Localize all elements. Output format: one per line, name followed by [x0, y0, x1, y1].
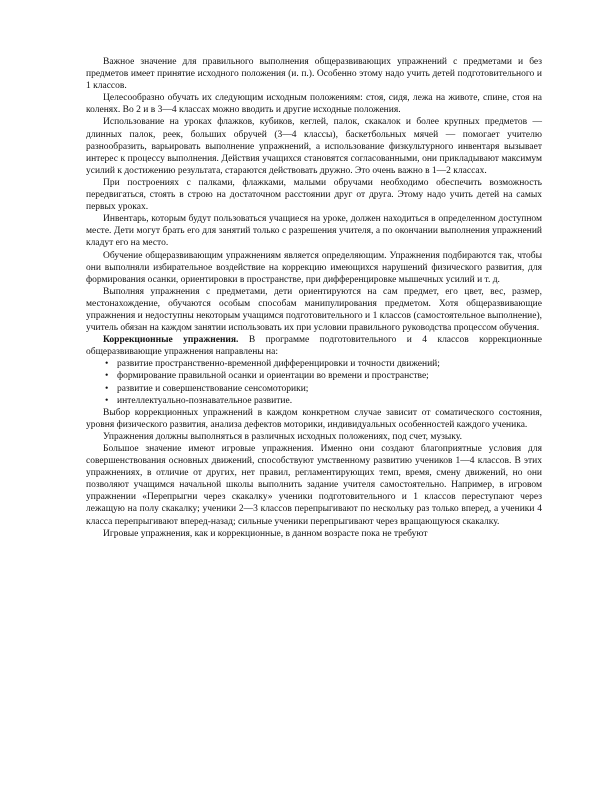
- paragraph-positions-count: Упражнения должны выполняться в различных исходных положениях, под счет, музыку.: [103, 431, 462, 442]
- correction-list: [86, 358, 542, 406]
- paragraph-game-correction: Игровые упражнения, как и коррекционные, в данном возрасте пока не требуют: [103, 528, 428, 539]
- list-item: • развитие пространственно-временной дифференцировки и точности движений;: [103, 358, 542, 370]
- correction-heading: Коррекционные упражнения.: [103, 335, 239, 346]
- paragraph-correction: [86, 334, 542, 358]
- paragraph-equipment-use: Использование на уроках флажков, кубиков, кеглей, палок, скакалок и более крупных предметов — длинных палок, реек, больших обручей (3—4 классы), баскетбольных мячей — помогает учителю разнообразить, варьировать выполнение упражнений, а использование физкультурного инвентаря вызывает интерес к процессу выполнения. Действия учащихся становятся согласованными, они прикладывают максимум усилий к достижению результата, стараются действовать дружно. Это очень важно в 1—2 классах.: [86, 117, 542, 176]
- paragraph-initial-position: Важное значение для правильного выполнения общеразвивающих упражнений с предметами и без предметов имеет принятие исходного положения (и. п.). Особенно этому надо учить детей подготовительного и 1 классов.: [86, 57, 542, 92]
- document-body: [86, 56, 542, 540]
- correction-intro: В программе подготовительного и 4 классов коррекционные общеразвивающие упражнения направлены на:: [86, 335, 543, 358]
- paragraph-positions: Целесообразно обучать их следующим исходным положениям: стоя, сидя, лежа на животе, спине, стоя на коленях. Во 2 и в 3—4 классах можно вводить и другие исходные положения.: [86, 93, 542, 116]
- paragraph-game-exercises: Большое значение имеют игровые упражнения. Именно они создают благоприятные условия для совершенствования основных движений, способствуют умственному развитию учеников 1—4 классов. В этих упражнениях, в отличие от других, нет правил, регламентирующих темп, время, смену движений, но они позволяют учащимся начальной школы выполнить задание учителя самостоятельно. Например, в игровом упражнении «Перепрыгни через скакалку» ученики подготовительного и 1 классов переступают через лежащую на полу скакалку; ученики 2—3 классов перепрыгивают по нескольку раз только вперед, а ученики 4 класса перепрыгивают вперед-назад; сильные ученики перепрыгивают через вращающуюся скакалку.: [86, 444, 542, 527]
- paragraph-choice: Выбор коррекционных упражнений в каждом конкретном случае зависит от соматического состояния, уровня физического развития, анализа дефектов моторики, индивидуальных особенностей каждого ученика.: [86, 407, 542, 430]
- paragraph-object-exercises: Выполняя упражнения с предметами, дети ориентируются на сам предмет, его цвет, вес, размер, местонахождение, обучаются особым способам манипулирования предметом. Хотя общеразвивающие упражнения и недоступны некоторым учащимся подготовительного и 1 классов (самостоятельное выполнение), учитель обязан на каждом занятии использовать их при условии правильного руководства процессом обучения.: [86, 286, 542, 334]
- paragraph-formation: При построениях с палками, флажками, малыми обручами необходимо обеспечить возможность передвигаться, стоять в строю на достаточном расстоянии друг от друга. Этому надо учить детей на самых первых уроках.: [86, 177, 542, 213]
- paragraph-inventory: Инвентарь, которым будут пользоваться учащиеся на уроке, должен находиться в определенном доступном месте. Дети могут брать его для занятий только с разрешения учителя, а по окончании выполнения упражнений кладут его на место.: [86, 214, 542, 249]
- list-item: • развитие и совершенствование сенсомоторики;: [103, 383, 542, 395]
- paragraph-training: Обучение общеразвивающим упражнениям является определяющим. Упражнения подбираются так, чтобы они выполняли избирательное воздействие на коррекцию имеющихся нарушений физического развития, для формирования осанки, ориентировки в пространстве, при дифференцировке мышечных усилий и т. д.: [86, 250, 542, 285]
- list-item: • формирование правильной осанки и ориентации во времени и пространстве;: [103, 370, 542, 382]
- list-item: • интеллектуально-познавательное развитие.: [103, 395, 542, 407]
